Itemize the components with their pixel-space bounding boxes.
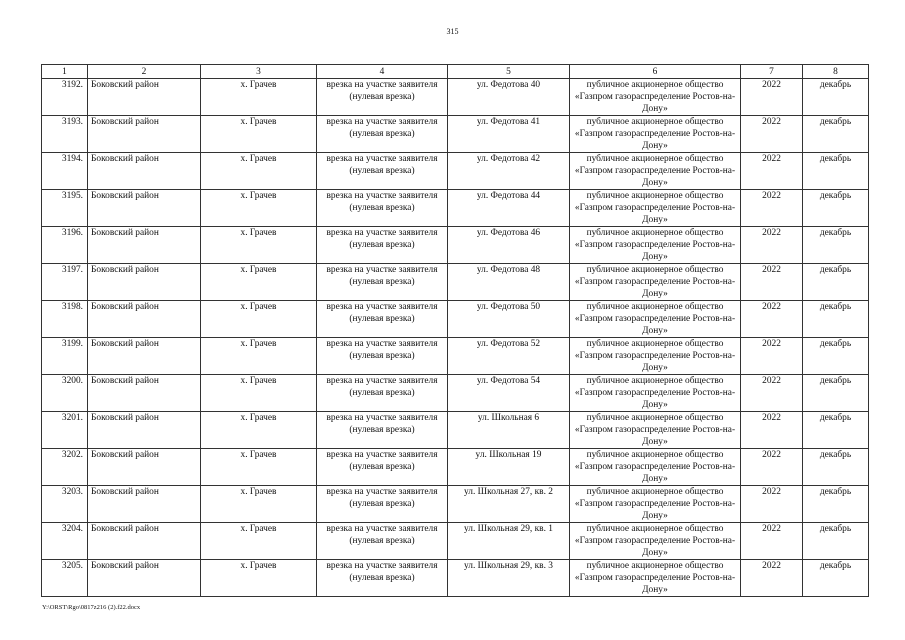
year-cell: 2022 — [741, 79, 803, 116]
month-cell: декабрь — [803, 190, 869, 227]
settlement-cell: х. Грачев — [201, 486, 317, 523]
month-cell: декабрь — [803, 79, 869, 116]
connection-type-cell: врезка на участке заявителя (нулевая врезка) — [317, 153, 448, 190]
address-cell: ул. Федотова 41 — [448, 116, 570, 153]
year-cell: 2022 — [741, 560, 803, 597]
table-row — [42, 301, 869, 338]
column-number-header-row — [42, 65, 869, 79]
row-number-cell: 3196. — [42, 227, 88, 264]
district-cell: Боковский район — [88, 227, 201, 264]
district-cell: Боковский район — [88, 338, 201, 375]
column-number: 6 — [570, 65, 741, 79]
organization-cell: публичное акционерное общество «Газпром газораспределение Ростов-на-Дону» — [570, 375, 741, 412]
row-number-cell: 3194. — [42, 153, 88, 190]
table-row — [42, 79, 869, 116]
address-cell: ул. Федотова 46 — [448, 227, 570, 264]
address-cell: ул. Федотова 54 — [448, 375, 570, 412]
district-cell: Боковский район — [88, 153, 201, 190]
schedule-table — [41, 64, 869, 597]
row-number-cell: 3199. — [42, 338, 88, 375]
year-cell: 2022 — [741, 412, 803, 449]
address-cell: ул. Федотова 42 — [448, 153, 570, 190]
settlement-cell: х. Грачев — [201, 79, 317, 116]
address-cell: ул. Федотова 44 — [448, 190, 570, 227]
organization-cell: публичное акционерное общество «Газпром газораспределение Ростов-на-Дону» — [570, 560, 741, 597]
settlement-cell: х. Грачев — [201, 264, 317, 301]
month-cell: декабрь — [803, 153, 869, 190]
year-cell: 2022 — [741, 523, 803, 560]
organization-cell: публичное акционерное общество «Газпром газораспределение Ростов-на-Дону» — [570, 116, 741, 153]
row-number-cell: 3204. — [42, 523, 88, 560]
district-cell: Боковский район — [88, 560, 201, 597]
row-number-cell: 3198. — [42, 301, 88, 338]
column-number: 3 — [201, 65, 317, 79]
table-row — [42, 560, 869, 597]
settlement-cell: х. Грачев — [201, 523, 317, 560]
settlement-cell: х. Грачев — [201, 338, 317, 375]
settlement-cell: х. Грачев — [201, 560, 317, 597]
district-cell: Боковский район — [88, 449, 201, 486]
organization-cell: публичное акционерное общество «Газпром газораспределение Ростов-на-Дону» — [570, 412, 741, 449]
month-cell: декабрь — [803, 449, 869, 486]
connection-type-cell: врезка на участке заявителя (нулевая врезка) — [317, 116, 448, 153]
month-cell: декабрь — [803, 375, 869, 412]
connection-type-cell: врезка на участке заявителя (нулевая врезка) — [317, 79, 448, 116]
address-cell: ул. Федотова 40 — [448, 79, 570, 116]
month-cell: декабрь — [803, 523, 869, 560]
connection-type-cell: врезка на участке заявителя (нулевая врезка) — [317, 375, 448, 412]
year-cell: 2022 — [741, 449, 803, 486]
year-cell: 2022 — [741, 338, 803, 375]
month-cell: декабрь — [803, 116, 869, 153]
connection-type-cell: врезка на участке заявителя (нулевая врезка) — [317, 301, 448, 338]
month-cell: декабрь — [803, 412, 869, 449]
settlement-cell: х. Грачев — [201, 449, 317, 486]
table-row — [42, 116, 869, 153]
address-cell: ул. Школьная 19 — [448, 449, 570, 486]
year-cell: 2022 — [741, 486, 803, 523]
table-row — [42, 264, 869, 301]
month-cell: декабрь — [803, 227, 869, 264]
connection-type-cell: врезка на участке заявителя (нулевая врезка) — [317, 560, 448, 597]
organization-cell: публичное акционерное общество «Газпром газораспределение Ростов-на-Дону» — [570, 227, 741, 264]
district-cell: Боковский район — [88, 301, 201, 338]
year-cell: 2022 — [741, 227, 803, 264]
year-cell: 2022 — [741, 301, 803, 338]
settlement-cell: х. Грачев — [201, 301, 317, 338]
connection-type-cell: врезка на участке заявителя (нулевая врезка) — [317, 523, 448, 560]
connection-type-cell: врезка на участке заявителя (нулевая врезка) — [317, 338, 448, 375]
table-row — [42, 153, 869, 190]
settlement-cell: х. Грачев — [201, 227, 317, 264]
district-cell: Боковский район — [88, 412, 201, 449]
column-number: 2 — [88, 65, 201, 79]
district-cell: Боковский район — [88, 79, 201, 116]
column-number: 7 — [741, 65, 803, 79]
address-cell: ул. Федотова 48 — [448, 264, 570, 301]
district-cell: Боковский район — [88, 486, 201, 523]
organization-cell: публичное акционерное общество «Газпром газораспределение Ростов-на-Дону» — [570, 523, 741, 560]
settlement-cell: х. Грачев — [201, 412, 317, 449]
row-number-cell: 3202. — [42, 449, 88, 486]
year-cell: 2022 — [741, 375, 803, 412]
page-number: 315 — [446, 27, 459, 36]
district-cell: Боковский район — [88, 190, 201, 227]
settlement-cell: х. Грачев — [201, 190, 317, 227]
column-number: 8 — [803, 65, 869, 79]
district-cell: Боковский район — [88, 523, 201, 560]
connection-type-cell: врезка на участке заявителя (нулевая врезка) — [317, 227, 448, 264]
settlement-cell: х. Грачев — [201, 375, 317, 412]
row-number-cell: 3200. — [42, 375, 88, 412]
connection-type-cell: врезка на участке заявителя (нулевая врезка) — [317, 264, 448, 301]
table-row — [42, 338, 869, 375]
connection-type-cell: врезка на участке заявителя (нулевая врезка) — [317, 412, 448, 449]
table-row — [42, 190, 869, 227]
year-cell: 2022 — [741, 264, 803, 301]
row-number-cell: 3197. — [42, 264, 88, 301]
address-cell: ул. Федотова 50 — [448, 301, 570, 338]
table-row — [42, 449, 869, 486]
row-number-cell: 3195. — [42, 190, 88, 227]
organization-cell: публичное акционерное общество «Газпром газораспределение Ростов-на-Дону» — [570, 264, 741, 301]
month-cell: декабрь — [803, 560, 869, 597]
column-number: 1 — [42, 65, 88, 79]
connection-type-cell: врезка на участке заявителя (нулевая врезка) — [317, 190, 448, 227]
organization-cell: публичное акционерное общество «Газпром газораспределение Ростов-на-Дону» — [570, 79, 741, 116]
organization-cell: публичное акционерное общество «Газпром газораспределение Ростов-на-Дону» — [570, 301, 741, 338]
month-cell: декабрь — [803, 264, 869, 301]
column-number: 4 — [317, 65, 448, 79]
year-cell: 2022 — [741, 190, 803, 227]
address-cell: ул. Школьная 27, кв. 2 — [448, 486, 570, 523]
organization-cell: публичное акционерное общество «Газпром газораспределение Ростов-на-Дону» — [570, 449, 741, 486]
table-row — [42, 412, 869, 449]
month-cell: декабрь — [803, 301, 869, 338]
row-number-cell: 3205. — [42, 560, 88, 597]
district-cell: Боковский район — [88, 116, 201, 153]
settlement-cell: х. Грачев — [201, 116, 317, 153]
row-number-cell: 3203. — [42, 486, 88, 523]
month-cell: декабрь — [803, 486, 869, 523]
table-row — [42, 375, 869, 412]
table-row — [42, 523, 869, 560]
organization-cell: публичное акционерное общество «Газпром газораспределение Ростов-на-Дону» — [570, 486, 741, 523]
organization-cell: публичное акционерное общество «Газпром газораспределение Ростов-на-Дону» — [570, 338, 741, 375]
district-cell: Боковский район — [88, 264, 201, 301]
year-cell: 2022 — [741, 153, 803, 190]
column-number: 5 — [448, 65, 570, 79]
address-cell: ул. Школьная 6 — [448, 412, 570, 449]
district-cell: Боковский район — [88, 375, 201, 412]
address-cell: ул. Федотова 52 — [448, 338, 570, 375]
organization-cell: публичное акционерное общество «Газпром газораспределение Ростов-на-Дону» — [570, 153, 741, 190]
organization-cell: публичное акционерное общество «Газпром газораспределение Ростов-на-Дону» — [570, 190, 741, 227]
document-file-path: Y:\ORST\Rgo\0817z216 (2).f22.docx — [42, 604, 141, 611]
settlement-cell: х. Грачев — [201, 153, 317, 190]
table-row — [42, 486, 869, 523]
table-row — [42, 227, 869, 264]
month-cell: декабрь — [803, 338, 869, 375]
row-number-cell: 3193. — [42, 116, 88, 153]
year-cell: 2022 — [741, 116, 803, 153]
address-cell: ул. Школьная 29, кв. 3 — [448, 560, 570, 597]
row-number-cell: 3201. — [42, 412, 88, 449]
row-number-cell: 3192. — [42, 79, 88, 116]
connection-type-cell: врезка на участке заявителя (нулевая врезка) — [317, 486, 448, 523]
address-cell: ул. Школьная 29, кв. 1 — [448, 523, 570, 560]
connection-type-cell: врезка на участке заявителя (нулевая врезка) — [317, 449, 448, 486]
